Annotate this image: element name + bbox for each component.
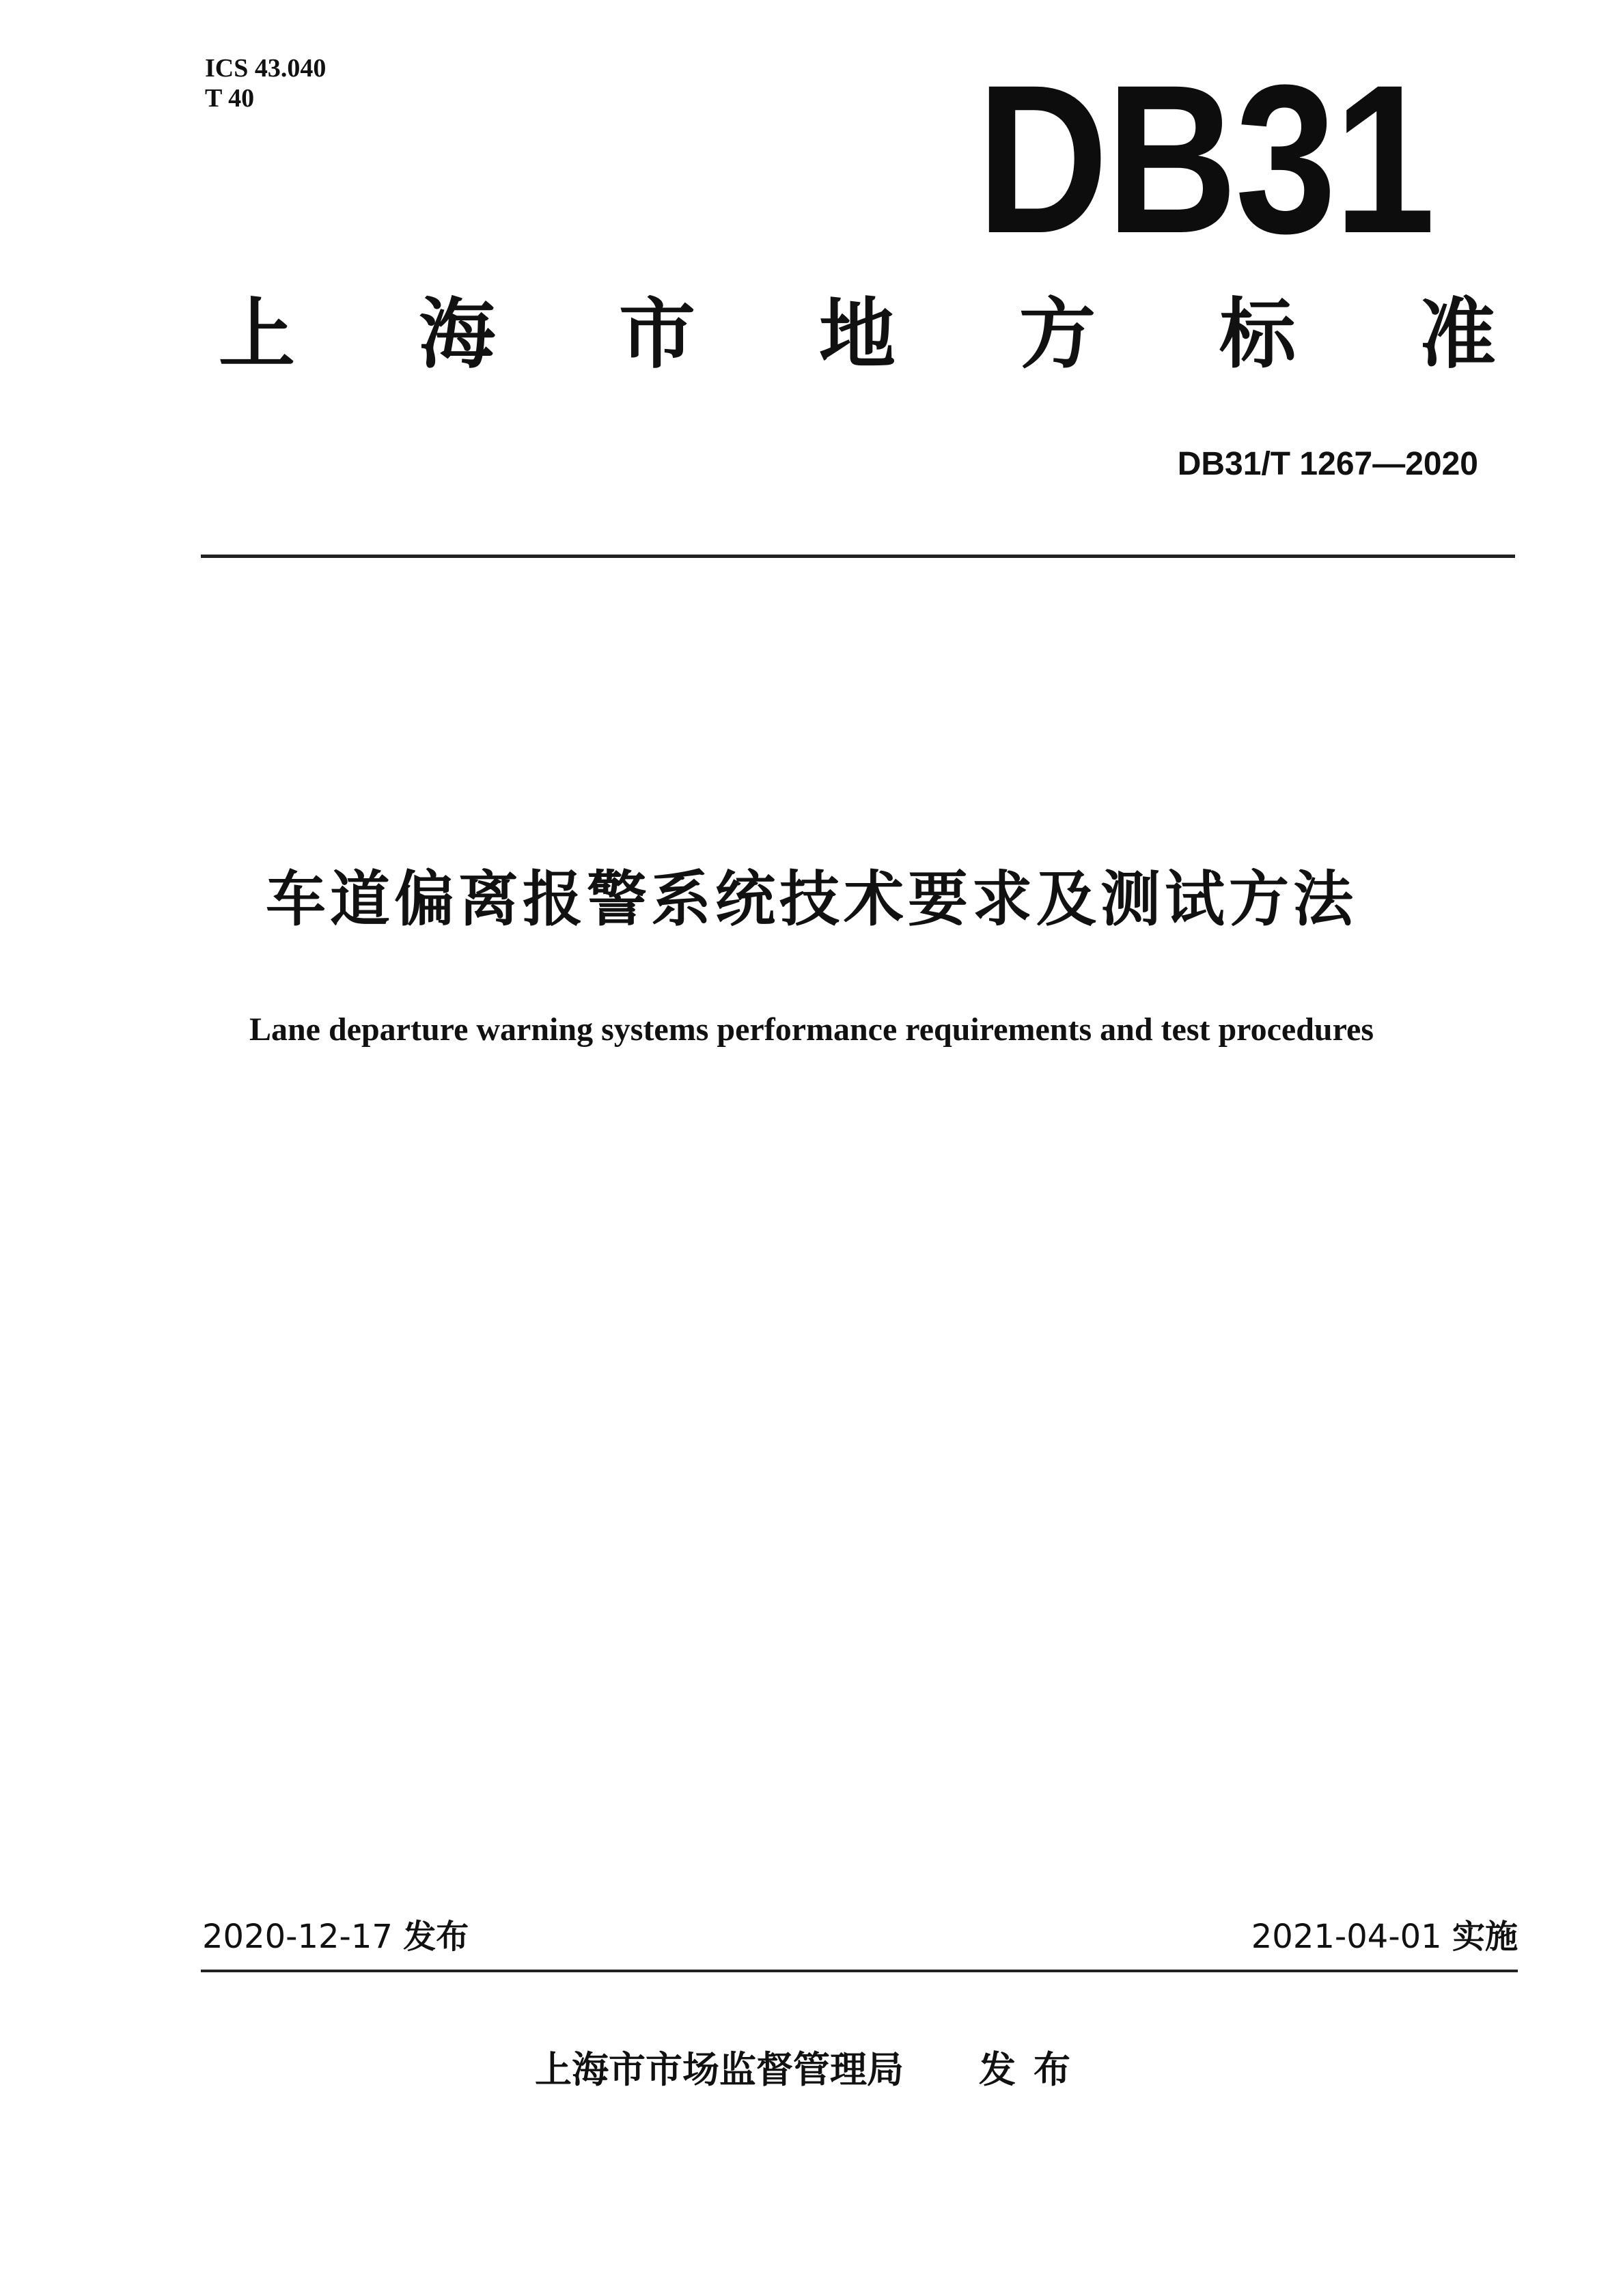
publisher-line: [0, 2046, 1623, 2094]
issue-label: 发布: [403, 1918, 469, 1956]
standard-type-char: 海: [419, 290, 495, 379]
issue-date: 2020-12-17: [202, 1918, 393, 1956]
publisher-name: 上海市市场监督管理局: [535, 2048, 904, 2091]
top-divider: [201, 555, 1515, 558]
standard-type-char: 方: [1019, 290, 1096, 379]
classification-code: T 40: [205, 84, 255, 113]
standard-type-char: 准: [1419, 290, 1496, 379]
implement-date: 2021-04-01: [1251, 1918, 1442, 1956]
standard-type-char: 上: [219, 290, 295, 379]
db31-logo: DB31: [977, 40, 1433, 277]
standard-type-heading: [219, 287, 1496, 382]
document-title-en: Lane departure warning systems performance requirements and test procedures: [249, 1011, 1374, 1048]
document-title-zh: 车道偏离报警系统技术要求及测试方法: [265, 864, 1357, 934]
bottom-divider: [201, 1970, 1518, 1972]
standard-type-char: 市: [619, 290, 695, 379]
publisher-action: 发布: [979, 2048, 1088, 2091]
standard-type-char: 地: [819, 290, 896, 379]
standard-number: DB31/T 1267—2020: [1177, 446, 1478, 482]
issue-date-line: [202, 1916, 469, 1957]
ics-code: ICS 43.040: [205, 54, 327, 83]
implement-date-line: [1251, 1916, 1518, 1957]
implement-label: 实施: [1452, 1918, 1518, 1956]
standard-type-char: 标: [1219, 290, 1296, 379]
